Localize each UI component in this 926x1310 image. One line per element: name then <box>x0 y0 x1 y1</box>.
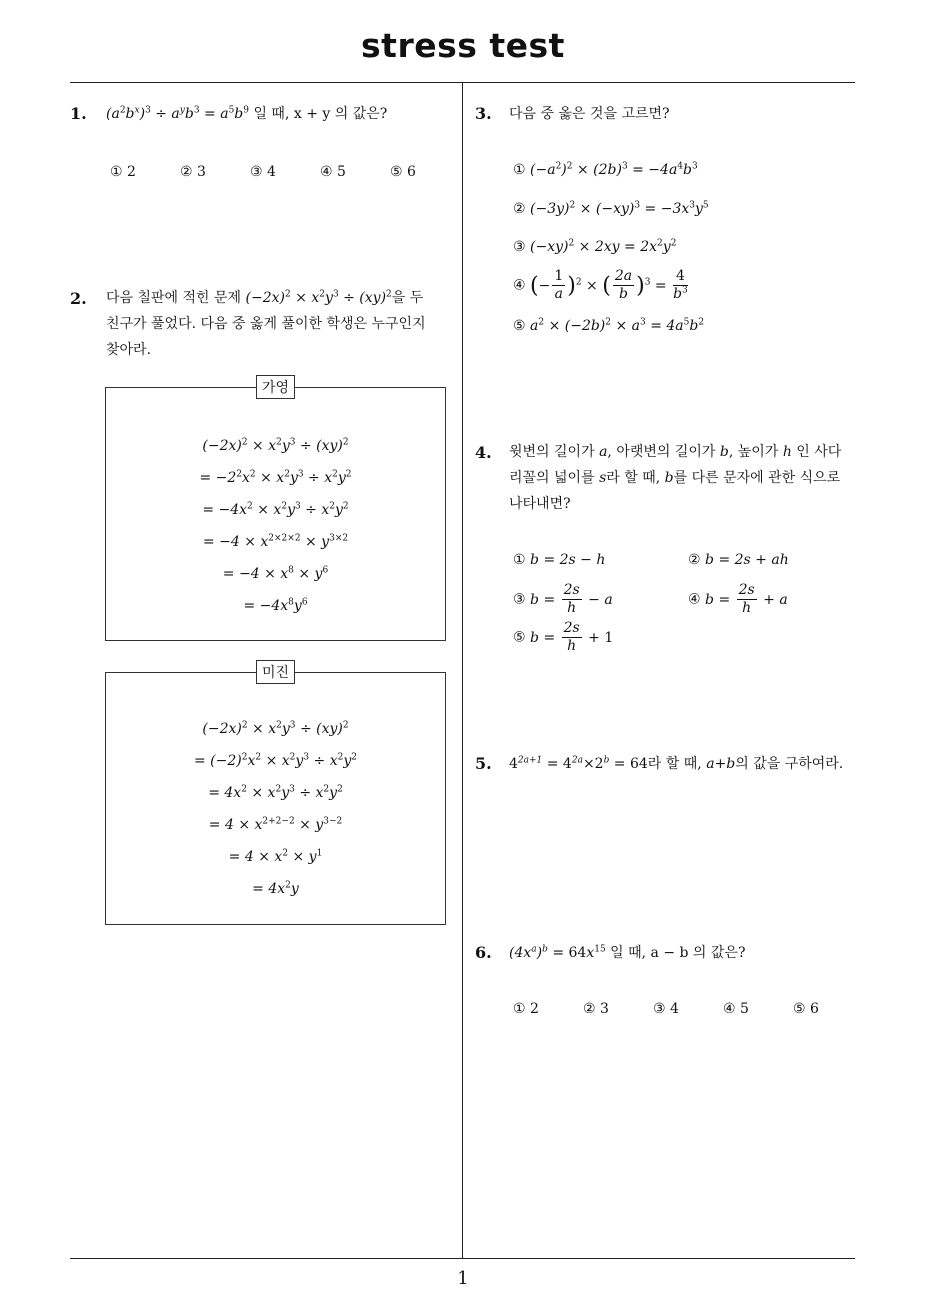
q1-number: 1. <box>70 104 87 123</box>
q6-number: 6. <box>475 943 492 962</box>
q4-text-1c: , 높이가 <box>728 444 779 460</box>
q1-suffix: 일 때, x + y 의 값은? <box>253 106 388 122</box>
solution-box-gayoung: $(-2x)^2 \times x^2y^3 \div (xy)^2$ = $-2^2x^2 \times x^2y^3 \div x^2y^2$ = $-4x^2 \times x^2y^3 \div x^2y^2$ = $-4 \times x^{2\times 2\times 2} \times y^{3\times 2}$ = $-4 \times x^8 \times y^6$ = $-4x^8y^6$ <box>105 387 446 641</box>
q1-choice-4[interactable]: ④ 5 <box>320 164 346 180</box>
q6-choice-5[interactable]: ⑤ 6 <box>793 1001 819 1017</box>
page-title: stress test <box>361 26 565 65</box>
q4-choice-1[interactable]: ① b = 2s − h <box>513 552 606 568</box>
q4-text-3: 나타내면? <box>509 496 571 512</box>
q3-choice-5[interactable]: ⑤ $a^2 \times (-2b)^2 \times a^3 = 4a^5b^2$ <box>513 317 705 334</box>
q6-text: $(4x^a)^b = 64x^{15}$ 일 때, a − b 의 값은? <box>509 944 746 961</box>
q4-text-2b: 라 할 때, <box>606 470 661 486</box>
q4-text-2a: 리꼴의 넓이를 <box>509 470 595 486</box>
q4-choice-4[interactable]: ④ b = $\frac{2s}{h}$ + a <box>688 582 788 616</box>
q3-choice-3[interactable]: ③ $(-xy)^2 \times 2xy = 2x^2y^2$ <box>513 238 677 255</box>
q6-choice-3[interactable]: ③ 4 <box>653 1001 679 1017</box>
q6-choice-4[interactable]: ④ 5 <box>723 1001 749 1017</box>
q4-text-1a: 윗변의 길이가 <box>509 444 595 460</box>
q2-number: 2. <box>70 289 87 308</box>
q4-text-2c: 를 다른 문자에 관한 식으로 <box>673 470 841 486</box>
q2-text-1b: 을 두 <box>391 290 424 306</box>
q5-number: 5. <box>475 754 492 773</box>
q1-text: $(a^2b^x)^3 \div a^yb^3 = a^5b^9$ 일 때, x + y 의 값은? <box>106 105 388 122</box>
q5-text-b: 의 값을 구하여라. <box>735 756 844 772</box>
q5-text-a: 라 할 때, <box>647 756 702 772</box>
q3-text: 다음 중 옳은 것을 고르면? <box>509 106 670 122</box>
q2-text-3: 찾아라. <box>106 342 152 358</box>
q5-text: $4^{2a+1} = 4^{2a}\times 2^b = 64$라 할 때, a+b의 값을 구하여라. <box>509 755 844 772</box>
q6-choice-1[interactable]: ① 2 <box>513 1001 539 1017</box>
q3-number: 3. <box>475 104 492 123</box>
q3-choice-2[interactable]: ② $(-3y)^2 \times (-xy)^3 = -3x^3y^5$ <box>513 200 709 217</box>
page-number: 1 <box>457 1268 469 1289</box>
q1-choice-2[interactable]: ② 3 <box>180 164 206 180</box>
q1-choice-1[interactable]: ① 2 <box>110 164 136 180</box>
q4-text: 윗변의 길이가 a, 아랫변의 길이가 b, 높이가 h 인 사다 리꼴의 넓이를 s라 할 때, b를 다른 문자에 관한 식으로 나타내면? <box>509 439 859 517</box>
box-label-mijin: 미진 <box>256 660 295 684</box>
q4-text-1b: , 아랫변의 길이가 <box>607 444 716 460</box>
q2-text-2: 친구가 풀었다. 다음 중 옳게 풀이한 학생은 누구인지 <box>106 316 426 332</box>
q6-suffix: 일 때, a − b 의 값은? <box>610 945 746 961</box>
q4-choice-3[interactable]: ③ b = $\frac{2s}{h}$ − a <box>513 582 613 616</box>
q3-choice-1[interactable]: ① $(-a^2)^2 \times (2b)^3 = -4a^4b^3$ <box>513 161 698 178</box>
q2-text: 다음 칠판에 적힌 문제 $(-2x)^2 \times x^2y^3 \div (xy)^2$을 두 친구가 풀었다. 다음 중 옳게 풀이한 학생은 누구인지 찾아라. <box>106 285 461 363</box>
bottom-rule <box>70 1258 855 1259</box>
box-label-gayoung: 가영 <box>256 375 295 399</box>
q1-choice-3[interactable]: ③ 4 <box>250 164 276 180</box>
q4-choice-2[interactable]: ② b = 2s + ah <box>688 552 789 568</box>
q4-choice-5[interactable]: ⑤ b = $\frac{2s}{h}$ + 1 <box>513 620 614 654</box>
q6-choice-2[interactable]: ② 3 <box>583 1001 609 1017</box>
column-divider <box>462 83 463 1258</box>
q4-text-1d: 인 사다 <box>796 444 842 460</box>
q3-choice-4[interactable]: ④ (− $\frac{1}{a}$ )$^2$ × ( $\frac{2a}{b}$ )$^3$ = $\frac{4}{b^3}$ <box>513 268 688 302</box>
q2-text-1: 다음 칠판에 적힌 문제 <box>106 290 242 306</box>
solution-box-mijin: $(-2x)^2 \times x^2y^3 \div (xy)^2$ = $(-2)^2x^2 \times x^2y^3 \div x^2y^2$ = $4x^2 \times x^2y^3 \div x^2y^2$ = $4 \times x^{2+2-2} \times y^{3-2}$ = $4 \times x^2 \times y^1$ = $4x^2y$ <box>105 672 446 925</box>
q4-number: 4. <box>475 443 492 462</box>
q1-choice-5[interactable]: ⑤ 6 <box>390 164 416 180</box>
